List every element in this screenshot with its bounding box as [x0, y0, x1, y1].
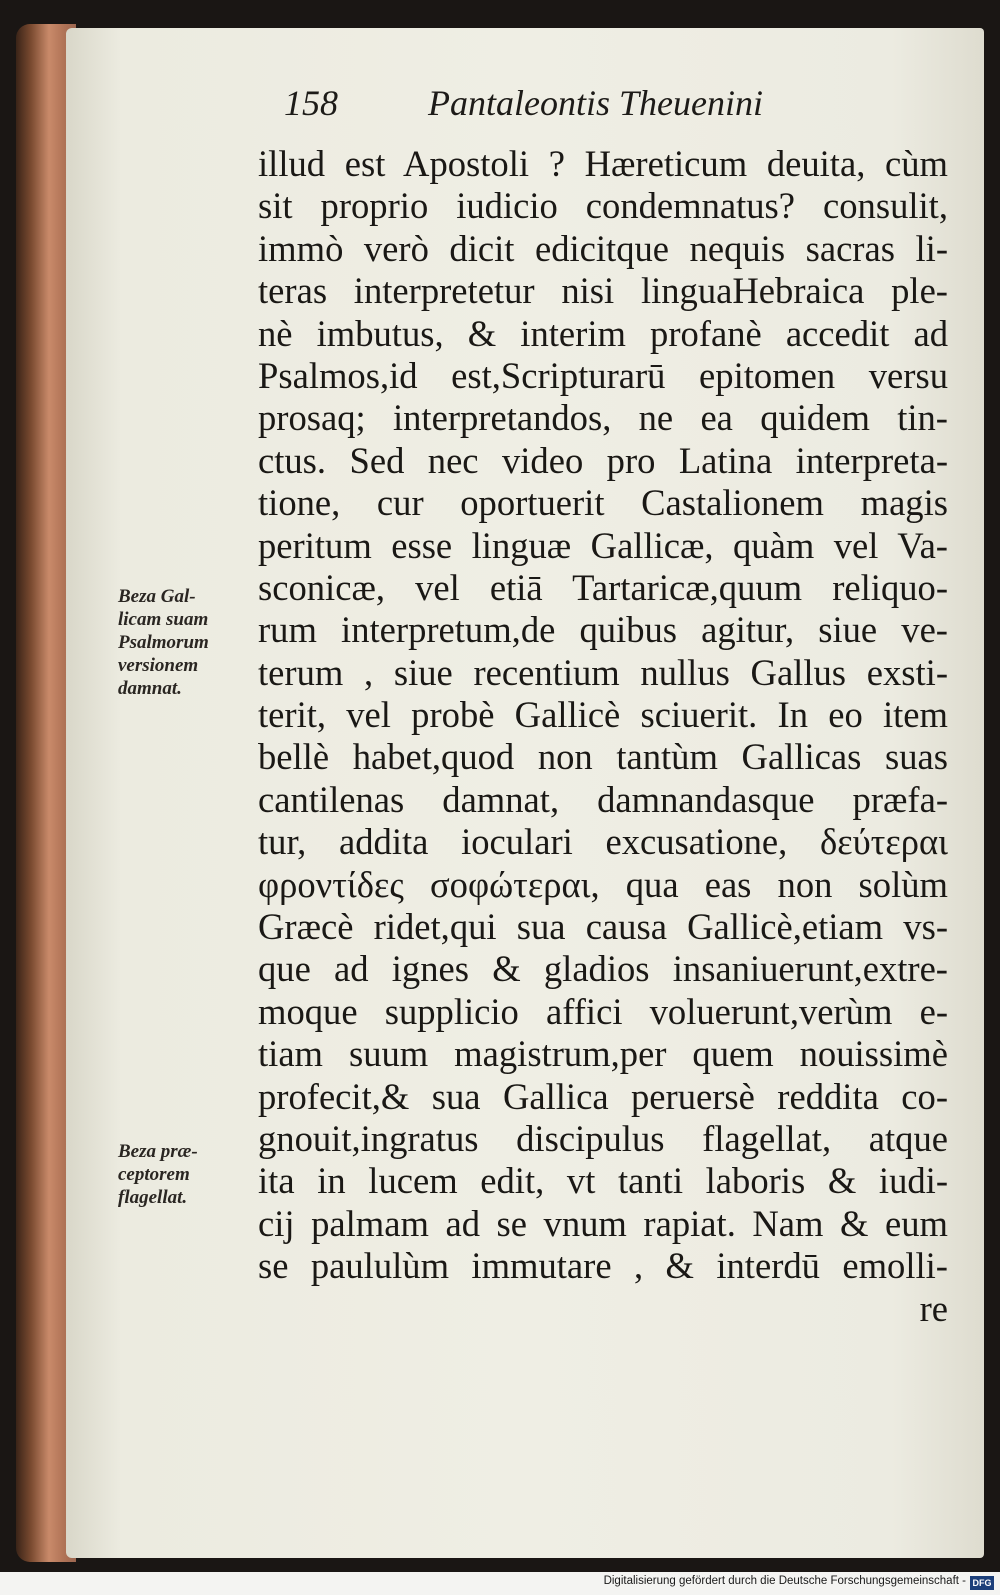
- text-line: Psalmos,id est,Scripturarū epitomen versu: [258, 354, 948, 396]
- marginal-note-line: ceptorem: [118, 1164, 190, 1185]
- marginal-note-line: Beza Gal-: [118, 586, 196, 607]
- marginal-note-2: [118, 1140, 263, 1209]
- text-line: prosaq; interpretandos, ne ea quidem tin-: [258, 397, 948, 439]
- catchword: re: [919, 1287, 948, 1329]
- text-line: terit, vel probè Gallicè sciuerit. In eo item: [258, 694, 948, 736]
- marginal-note-line: Psalmorum: [118, 632, 209, 653]
- text-line: tur, addita ioculari excusatione, δεύτεραι: [258, 821, 948, 863]
- text-line: que ad ignes & gladios insaniuerunt,extre-: [258, 948, 948, 990]
- text-line: immò verò dicit edicitque nequis sacras li-: [258, 227, 948, 269]
- marginal-note-line: licam suam: [118, 609, 209, 630]
- marginal-note-line: flagellat.: [118, 1187, 188, 1208]
- main-text-block: [258, 143, 948, 1330]
- text-line: illud est Apostoli ? Hæreticum deuita, cùm: [258, 143, 948, 184]
- text-line: terum , siue recentium nullus Gallus exsti-: [258, 651, 948, 693]
- text-line: ita in lucem edit, vt tanti laboris & iudi-: [258, 1160, 948, 1202]
- text-line: teras interpretetur nisi linguaHebraica ple-: [258, 270, 948, 312]
- text-line: Græcè ridet,qui sua causa Gallicè,etiam vs-: [258, 906, 948, 948]
- text-line: tione, cur oportuerit Castalionem magis: [258, 482, 948, 524]
- text-line: peritum esse linguæ Gallicæ, quàm vel Va-: [258, 524, 948, 566]
- marginal-note-line: damnat.: [118, 678, 182, 699]
- text-line: sconicæ, vel etiā Tartaricæ,quum reliquo-: [258, 566, 948, 608]
- text-line: φροντίδες σοφώτεραι, qua eas non solùm: [258, 863, 948, 905]
- digitization-credit: Digitalisierung gefördert durch die Deutsche Forschungsgemeinschaft -: [603, 1575, 966, 1587]
- text-line: tiam suum magistrum,per quem nouissimè: [258, 1033, 948, 1075]
- dfg-logo: DFG: [970, 1576, 994, 1590]
- text-line: cantilenas damnat, damnandasque præfa-: [258, 778, 948, 820]
- marginal-note-1: [118, 585, 263, 700]
- running-header: [282, 82, 802, 134]
- text-line: se paululùm immutare , & interdū emolli-: [258, 1245, 948, 1287]
- marginal-note-line: Beza præ-: [118, 1141, 198, 1162]
- marginal-note-line: versionem: [118, 655, 199, 676]
- page-number: 158: [284, 83, 338, 123]
- text-line: ctus. Sed nec video pro Latina interpreta-: [258, 439, 948, 481]
- text-line: nè imbutus, & interim profanè accedit ad: [258, 312, 948, 354]
- text-line: profecit,& sua Gallica peruersè reddita co-: [258, 1075, 948, 1117]
- text-line: gnouit,ingratus discipulus flagellat, atque: [258, 1117, 948, 1159]
- text-line: moque supplicio affici voluerunt,verùm e-: [258, 990, 948, 1032]
- text-line: cij palmam ad se vnum rapiat. Nam & eum: [258, 1202, 948, 1244]
- text-line: bellè habet,quod non tantùm Gallicas suas: [258, 736, 948, 778]
- text-line: rum interpretum,de quibus agitur, siue ve-: [258, 609, 948, 651]
- text-line: sit proprio iudicio condemnatus? consulit,: [258, 185, 948, 227]
- running-title: Pantaleontis Theuenini: [428, 83, 763, 123]
